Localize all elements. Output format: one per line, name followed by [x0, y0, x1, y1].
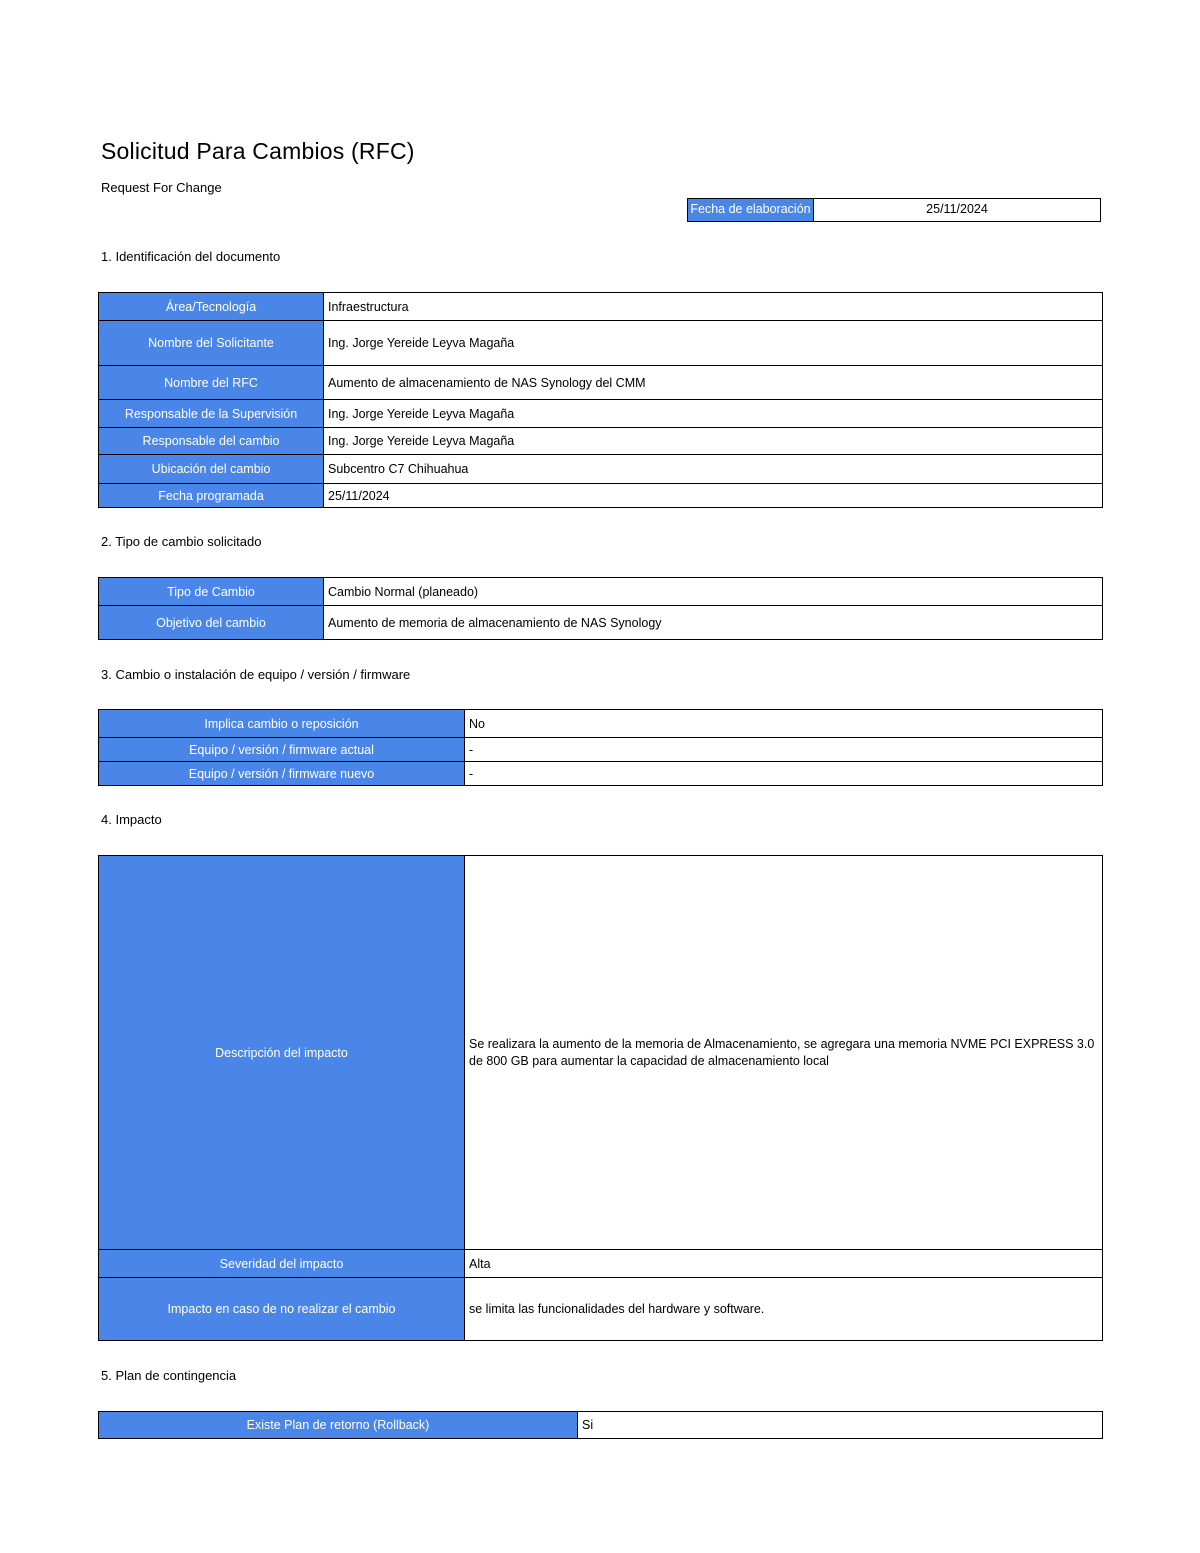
table-row [99, 428, 1103, 455]
table-row [99, 400, 1103, 428]
row-value: Se realizara la aumento de la memoria de Almacenamiento, se agregara una memoria NVME PCI EXPRESS 3.0 de 800 GB para aumentar la capacidad de almacenamiento local [465, 856, 1103, 1250]
row-label: Implica cambio o reposición [99, 710, 465, 738]
section-4-table [98, 855, 1103, 1341]
table-row [99, 762, 1103, 786]
row-label: Nombre del Solicitante [99, 321, 324, 366]
row-label: Responsable de la Supervisión [99, 400, 324, 428]
section-4-heading: 4. Impacto [101, 812, 162, 827]
section-1-table [98, 292, 1103, 508]
row-label: Ubicación del cambio [99, 455, 324, 484]
row-label: Descripción del impacto [99, 856, 465, 1250]
row-value: Cambio Normal (planeado) [324, 578, 1103, 606]
section-2-table [98, 577, 1103, 640]
fecha-elaboracion-box [687, 198, 1101, 222]
row-value: Ing. Jorge Yereide Leyva Magaña [324, 400, 1103, 428]
row-value: Aumento de memoria de almacenamiento de NAS Synology [324, 606, 1103, 640]
table-row [99, 578, 1103, 606]
row-label: Impacto en caso de no realizar el cambio [99, 1278, 465, 1341]
row-value: Aumento de almacenamiento de NAS Synology del CMM [324, 366, 1103, 400]
row-value: Si [578, 1412, 1103, 1439]
row-value: 25/11/2024 [324, 484, 1103, 508]
row-label: Fecha programada [99, 484, 324, 508]
row-label: Área/Tecnología [99, 293, 324, 321]
section-5-heading: 5. Plan de contingencia [101, 1368, 237, 1383]
row-label: Responsable del cambio [99, 428, 324, 455]
table-row [99, 710, 1103, 738]
row-value: Infraestructura [324, 293, 1103, 321]
table-row [99, 1412, 1103, 1439]
fecha-elaboracion-value: 25/11/2024 [926, 202, 988, 216]
row-label: Existe Plan de retorno (Rollback) [99, 1412, 578, 1439]
row-value: No [465, 710, 1103, 738]
row-value: - [465, 738, 1103, 762]
table-row [99, 1250, 1103, 1278]
section-3-heading: 3. Cambio o instalación de equipo / versión / firmware [101, 667, 411, 682]
table-row [99, 856, 1103, 1250]
page-subtitle: Request For Change [101, 180, 222, 195]
row-value: Subcentro C7 Chihuahua [324, 455, 1103, 484]
row-value: Alta [465, 1250, 1103, 1278]
section-5-table [98, 1411, 1103, 1439]
table-row [99, 455, 1103, 484]
table-row [99, 366, 1103, 400]
row-label: Objetivo del cambio [99, 606, 324, 640]
page-title: Solicitud Para Cambios (RFC) [101, 138, 415, 164]
row-label: Tipo de Cambio [99, 578, 324, 606]
row-label: Equipo / versión / firmware nuevo [99, 762, 465, 786]
table-row [99, 293, 1103, 321]
section-3-table [98, 709, 1103, 786]
table-row [99, 1278, 1103, 1341]
section-2-heading: 2. Tipo de cambio solicitado [101, 534, 262, 549]
fecha-elaboracion-label: Fecha de elaboración [688, 199, 814, 221]
table-row [99, 606, 1103, 640]
row-label: Nombre del RFC [99, 366, 324, 400]
table-row [99, 484, 1103, 508]
row-value: Ing. Jorge Yereide Leyva Magaña [324, 321, 1103, 366]
table-row [99, 738, 1103, 762]
row-label: Equipo / versión / firmware actual [99, 738, 465, 762]
row-value: Ing. Jorge Yereide Leyva Magaña [324, 428, 1103, 455]
section-1-heading: 1. Identificación del documento [101, 249, 281, 264]
table-row [99, 321, 1103, 366]
row-value: - [465, 762, 1103, 786]
row-value: se limita las funcionalidades del hardware y software. [465, 1278, 1103, 1341]
row-label: Severidad del impacto [99, 1250, 465, 1278]
